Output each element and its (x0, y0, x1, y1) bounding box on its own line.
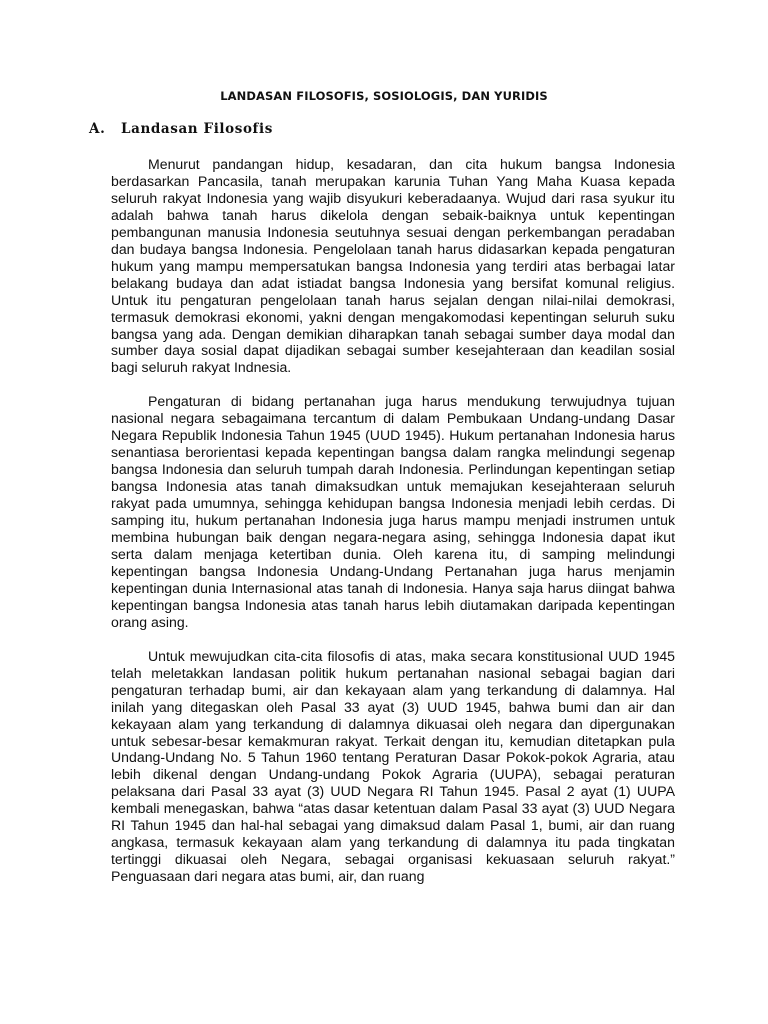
paragraph-2: Pengaturan di bidang pertanahan juga harus mendukung terwujudnya tujuan nasional negara sebagaimana tercantum di dalam Pembukaan Undang-undang Dasar Negara Republik Indonesia Tahun 1945 (UUD 1945). Hukum pertanahan Indonesia harus senantiasa berorientasi kepada kepentingan bangsa dalam rangka melindungi segenap bangsa Indonesia dan seluruh tumpah darah Indonesia. Perlindungan kepentingan setiap bangsa Indonesia atas tanah dimaksudkan untuk memajukan kesejahteraan seluruh rakyat pada umumnya, sehingga kehidupan bangsa Indonesia menjadi lebih cerdas. Di samping itu, hukum pertanahan Indonesia juga harus mampu menjadi instrumen untuk membina hubungan baik dengan negara-negara asing, sehingga Indonesia dapat ikut serta dalam menjaga ketertiban dunia. Oleh karena itu, di samping melindungi kepentingan bangsa Indonesia Undang-Undang Pertanahan juga harus menjamin kepentingan dunia Internasional atas tanah di Indonesia. Hanya saja harus diingat bahwa kepentingan bangsa Indonesia atas tanah harus lebih diutamakan daripada kepentingan orang asing. (111, 393, 675, 630)
section-letter: A. (89, 121, 106, 137)
document-title: LANDASAN FILOSOFIS, SOSIOLOGIS, DAN YURIDIS (220, 89, 548, 103)
section-title: Landasan Filosofis (121, 121, 273, 137)
section-heading (89, 121, 273, 137)
document-body (111, 156, 675, 902)
paragraph-1: Menurut pandangan hidup, kesadaran, dan cita hukum bangsa Indonesia berdasarkan Pancasila, tanah merupakan karunia Tuhan Yang Maha Kuasa kepada seluruh rakyat Indonesia yang wajib disyukuri keberadaanya. Wujud dari rasa syukur itu adalah bahwa tanah harus dikelola dengan sebaik-baiknya untuk kepentingan pembangunan manusia Indonesia seutuhnya sesuai dengan perkembangan peradaban dan budaya bangsa Indonesia. Pengelolaan tanah harus didasarkan kepada pengaturan hukum yang mampu mempersatukan bangsa Indonesia yang terdiri atas berbagai latar belakang budaya dan adat istiadat bangsa Indonesia yang bersifat komunal religius. Untuk itu pengaturan pengelolaan tanah harus sejalan dengan nilai-nilai demokrasi, termasuk demokrasi ekonomi, yakni dengan mengakomodasi kepentingan seluruh suku bangsa yang ada. Dengan demikian diharapkan tanah sebagai sumber daya modal dan sumber daya sosial dapat dijadikan sebagai sumber kesejahteraan dan keadilan sosial bagi seluruh rakyat Indnesia. (111, 156, 675, 376)
paragraph-3: Untuk mewujudkan cita-cita filosofis di atas, maka secara konstitusional UUD 1945 telah meletakkan landasan politik hukum pertanahan nasional sebagai bagian dari pengaturan terhadap bumi, air dan kekayaan alam yang terkandung di dalamnya. Hal inilah yang ditegaskan oleh Pasal 33 ayat (3) UUD 1945, bahwa bumi dan air dan kekayaan alam yang terkandung di dalamnya dikuasai oleh negara dan dipergunakan untuk sebesar-besar kemakmuran rakyat. Terkait dengan itu, kemudian ditetapkan pula Undang-Undang No. 5 Tahun 1960 tentang Peraturan Dasar Pokok-pokok Agraria, atau lebih dikenal dengan Undang-undang Pokok Agraria (UUPA), sebagai peraturan pelaksana dari Pasal 33 ayat (3) UUD Negara RI Tahun 1945. Pasal 2 ayat (1) UUPA kembali menegaskan, bahwa “atas dasar ketentuan dalam Pasal 33 ayat (3) UUD Negara RI Tahun 1945 dan hal-hal sebagai yang dimaksud dalam Pasal 1, bumi, air dan ruang angkasa, termasuk kekayaan alam yang terkandung di dalamnya itu pada tingkatan tertinggi dikuasai oleh Negara, sebagai organisasi kekuasaan seluruh rakyat.” Penguasaan dari negara atas bumi, air, dan ruang (111, 647, 675, 885)
